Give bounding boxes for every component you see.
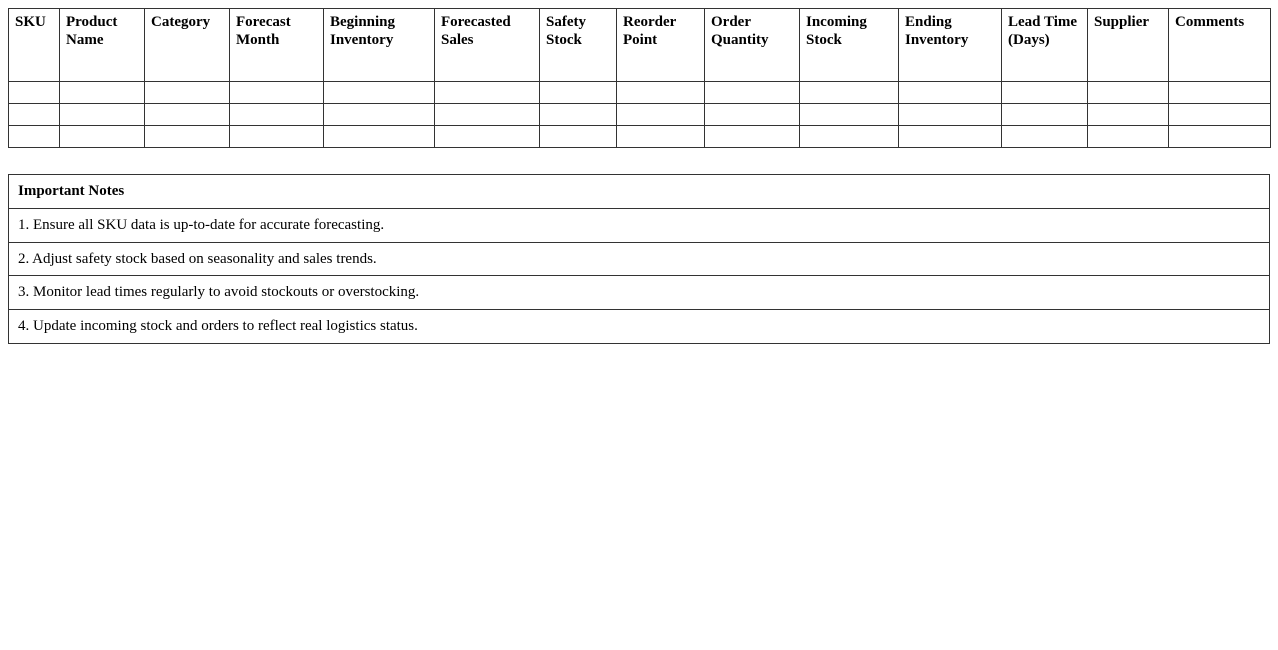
cell-safety-stock[interactable]	[540, 126, 617, 148]
column-header-order-quantity: Order Quantity	[705, 9, 800, 82]
cell-lead-time-days[interactable]	[1002, 126, 1088, 148]
cell-beginning-inventory[interactable]	[324, 82, 435, 104]
cell-forecasted-sales[interactable]	[435, 126, 540, 148]
cell-comments[interactable]	[1169, 104, 1271, 126]
cell-product-name[interactable]	[60, 104, 145, 126]
column-header-beginning-inventory: Beginning Inventory	[324, 9, 435, 82]
cell-supplier[interactable]	[1088, 104, 1169, 126]
notes-title: Important Notes	[9, 175, 1270, 209]
cell-supplier[interactable]	[1088, 126, 1169, 148]
cell-incoming-stock[interactable]	[800, 126, 899, 148]
cell-sku[interactable]	[9, 82, 60, 104]
cell-product-name[interactable]	[60, 126, 145, 148]
table-row[interactable]	[9, 104, 1271, 126]
column-header-ending-inventory: Ending Inventory	[899, 9, 1002, 82]
section-spacer	[8, 148, 1270, 174]
table-row[interactable]	[9, 126, 1271, 148]
notes-title-row	[9, 175, 1270, 209]
column-header-incoming-stock: Incoming Stock	[800, 9, 899, 82]
column-header-sku: SKU	[9, 9, 60, 82]
cell-forecast-month[interactable]	[230, 82, 324, 104]
cell-category[interactable]	[145, 82, 230, 104]
cell-order-quantity[interactable]	[705, 126, 800, 148]
cell-lead-time-days[interactable]	[1002, 104, 1088, 126]
cell-lead-time-days[interactable]	[1002, 82, 1088, 104]
cell-comments[interactable]	[1169, 126, 1271, 148]
cell-category[interactable]	[145, 126, 230, 148]
column-header-supplier: Supplier	[1088, 9, 1169, 82]
cell-ending-inventory[interactable]	[899, 104, 1002, 126]
cell-supplier[interactable]	[1088, 82, 1169, 104]
important-notes-table	[8, 174, 1270, 344]
column-header-reorder-point: Reorder Point	[617, 9, 705, 82]
table-header-row	[9, 9, 1271, 82]
cell-beginning-inventory[interactable]	[324, 104, 435, 126]
cell-reorder-point[interactable]	[617, 104, 705, 126]
cell-reorder-point[interactable]	[617, 126, 705, 148]
column-header-category: Category	[145, 9, 230, 82]
cell-comments[interactable]	[1169, 82, 1271, 104]
note-row	[9, 310, 1270, 344]
column-header-safety-stock: Safety Stock	[540, 9, 617, 82]
cell-forecasted-sales[interactable]	[435, 104, 540, 126]
column-header-lead-time-days: Lead Time (Days)	[1002, 9, 1088, 82]
cell-order-quantity[interactable]	[705, 104, 800, 126]
cell-product-name[interactable]	[60, 82, 145, 104]
cell-forecast-month[interactable]	[230, 104, 324, 126]
cell-safety-stock[interactable]	[540, 82, 617, 104]
cell-reorder-point[interactable]	[617, 82, 705, 104]
cell-incoming-stock[interactable]	[800, 82, 899, 104]
column-header-forecast-month: Forecast Month	[230, 9, 324, 82]
note-row	[9, 276, 1270, 310]
cell-ending-inventory[interactable]	[899, 126, 1002, 148]
cell-forecast-month[interactable]	[230, 126, 324, 148]
cell-order-quantity[interactable]	[705, 82, 800, 104]
note-item-2: 2. Adjust safety stock based on seasonality and sales trends.	[9, 242, 1270, 276]
column-header-forecasted-sales: Forecasted Sales	[435, 9, 540, 82]
column-header-comments: Comments	[1169, 9, 1271, 82]
note-row	[9, 208, 1270, 242]
cell-forecasted-sales[interactable]	[435, 82, 540, 104]
cell-ending-inventory[interactable]	[899, 82, 1002, 104]
note-item-4: 4. Update incoming stock and orders to reflect real logistics status.	[9, 310, 1270, 344]
cell-beginning-inventory[interactable]	[324, 126, 435, 148]
note-item-1: 1. Ensure all SKU data is up-to-date for accurate forecasting.	[9, 208, 1270, 242]
table-row[interactable]	[9, 82, 1271, 104]
cell-safety-stock[interactable]	[540, 104, 617, 126]
cell-sku[interactable]	[9, 126, 60, 148]
inventory-forecast-table	[8, 8, 1271, 148]
cell-incoming-stock[interactable]	[800, 104, 899, 126]
column-header-product-name: Product Name	[60, 9, 145, 82]
cell-category[interactable]	[145, 104, 230, 126]
note-item-3: 3. Monitor lead times regularly to avoid stockouts or overstocking.	[9, 276, 1270, 310]
note-row	[9, 242, 1270, 276]
cell-sku[interactable]	[9, 104, 60, 126]
